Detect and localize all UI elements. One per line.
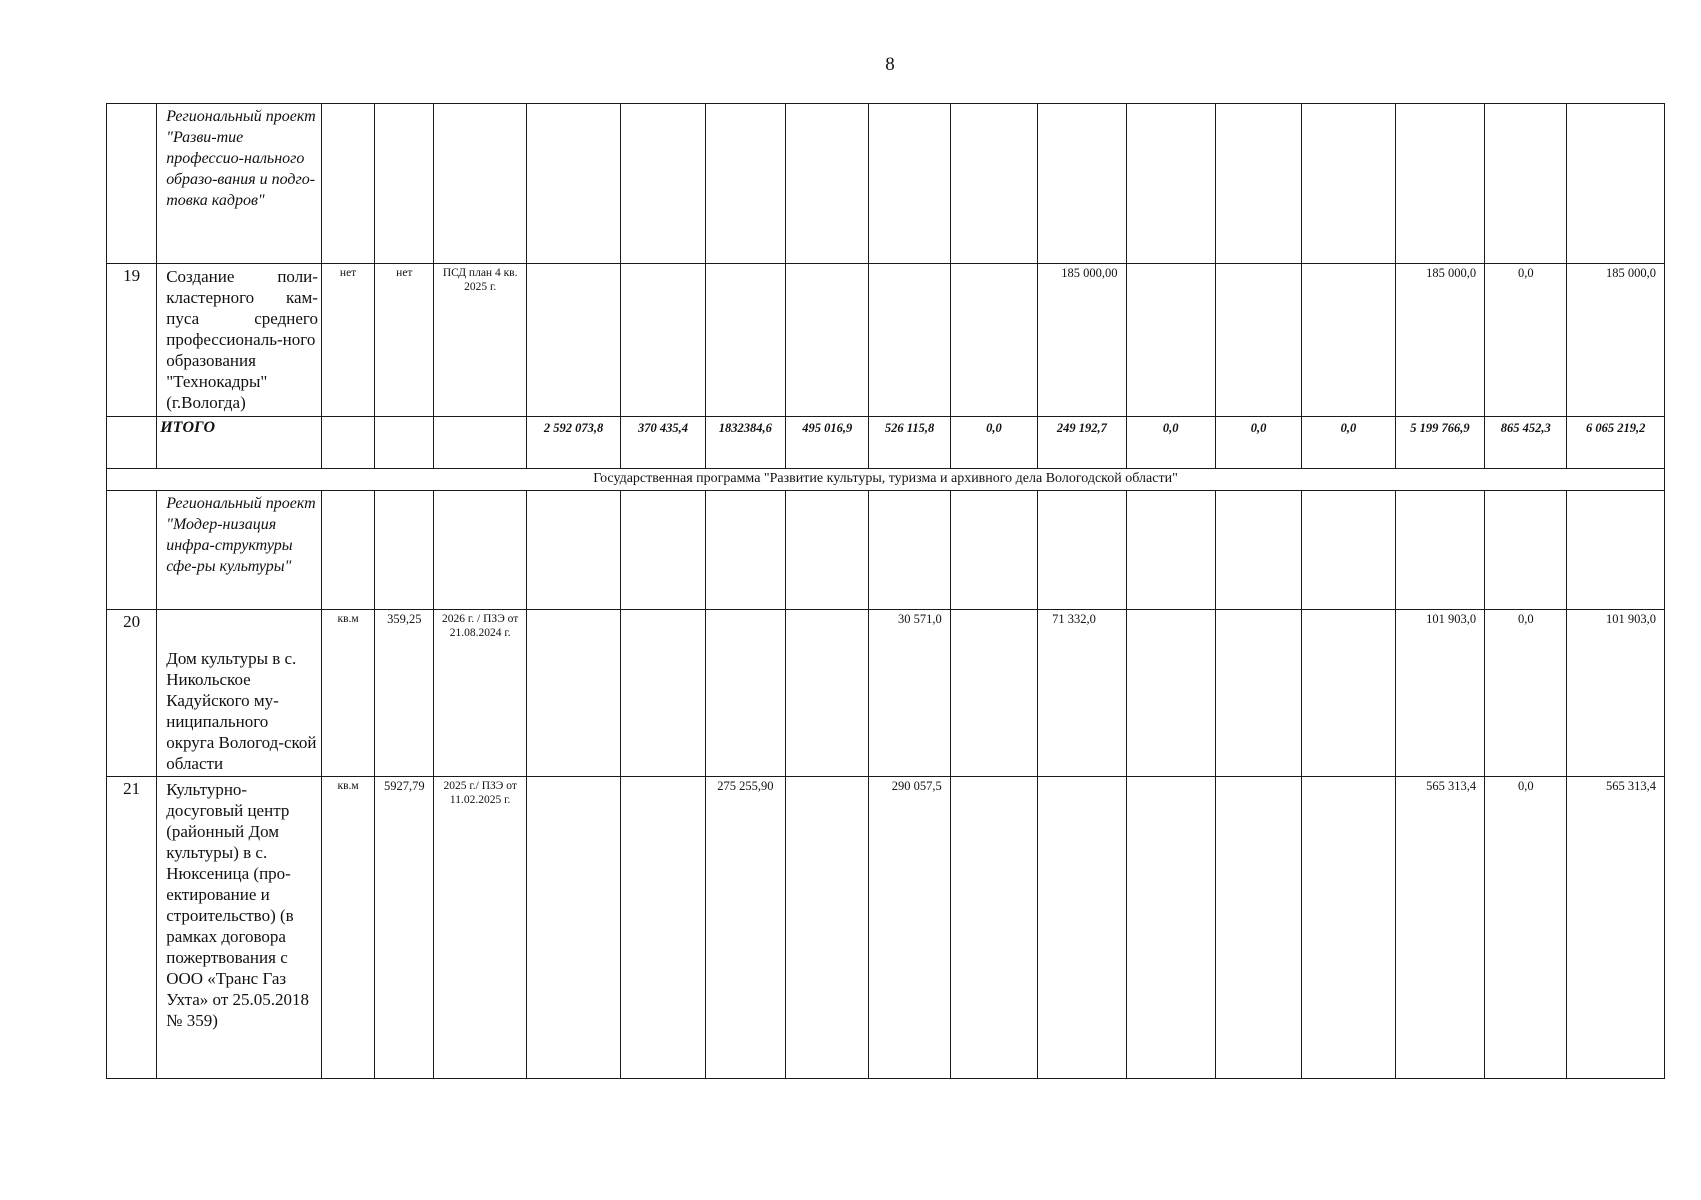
table-row-21 [107, 777, 1665, 1079]
total-all: 185 000,0 [1567, 264, 1665, 417]
value-cell: 290 057,5 [869, 777, 950, 1079]
page-number: 8 [885, 54, 895, 75]
row-number: 20 [107, 610, 157, 777]
docs-status: ПСД план 4 кв. 2025 г. [434, 264, 526, 417]
total-value: 5 199 766,9 [1395, 417, 1484, 469]
value-cell: 30 571,0 [869, 610, 950, 777]
total-federal: 0,0 [1485, 777, 1567, 1079]
capacity: 5927,79 [375, 777, 434, 1079]
regional-project-row-culture [107, 491, 1665, 610]
total-value: 0,0 [1302, 417, 1395, 469]
total-regional: 565 313,4 [1395, 777, 1484, 1079]
object-name: Дом культуры в с. Никольское Кадуйского му-ниципального округа Вологод-ской области [157, 610, 322, 777]
total-regional: 185 000,0 [1395, 264, 1484, 417]
value-cell: 275 255,90 [705, 777, 785, 1079]
total-value: 495 016,9 [786, 417, 869, 469]
unit: кв.м [321, 777, 374, 1079]
table-row-19 [107, 264, 1665, 417]
regional-project-row-education [107, 104, 1665, 264]
capacity: 359,25 [375, 610, 434, 777]
object-name: Создание поли-кластерного кам-пуса среднего профессиональ-ного образования "Технокадры" (г.Вологда) [157, 264, 322, 417]
total-federal: 0,0 [1485, 264, 1567, 417]
value-cell: 71 332,0 [1038, 610, 1126, 777]
row-number: 19 [107, 264, 157, 417]
total-value: 0,0 [1215, 417, 1301, 469]
docs-status: 2026 г. / ПЗЭ от 21.08.2024 г. [434, 610, 526, 777]
total-value: 2 592 073,8 [526, 417, 620, 469]
program-row-culture [107, 469, 1665, 491]
row-number: 21 [107, 777, 157, 1079]
total-all: 101 903,0 [1567, 610, 1665, 777]
value-cell: 185 000,00 [1038, 264, 1126, 417]
total-regional: 101 903,0 [1395, 610, 1484, 777]
total-value: 526 115,8 [869, 417, 950, 469]
total-value: 0,0 [950, 417, 1037, 469]
totals-row [107, 417, 1665, 469]
total-all: 565 313,4 [1567, 777, 1665, 1079]
unit: кв.м [321, 610, 374, 777]
total-value: 6 065 219,2 [1567, 417, 1665, 469]
capital-investments-table [106, 103, 1665, 1079]
total-value: 370 435,4 [621, 417, 705, 469]
regional-project-title: Региональный проект "Модер-низация инфра-структуры сфе-ры культуры" [157, 491, 322, 610]
regional-project-title: Региональный проект "Разви-тие профессио-нального образо-вания и подго-товка кадров" [157, 104, 322, 264]
num-cell-empty [107, 104, 157, 264]
table-row-20 [107, 610, 1665, 777]
program-title: Государственная программа "Развитие культуры, туризма и архивного дела Вологодской области" [107, 469, 1665, 491]
capacity: нет [375, 264, 434, 417]
total-value: 1832384,6 [705, 417, 785, 469]
totals-label: ИТОГО [157, 417, 322, 469]
total-value: 0,0 [1126, 417, 1215, 469]
total-value: 249 192,7 [1038, 417, 1126, 469]
total-federal: 0,0 [1485, 610, 1567, 777]
total-value: 865 452,3 [1485, 417, 1567, 469]
docs-status: 2025 г./ ПЗЭ от 11.02.2025 г. [434, 777, 526, 1079]
object-name: Культурно-досуговый центр (районный Дом культуры) в с. Нюксеница (про-ектирование и строительство) (в рамках договора пожертвования с ООО «Транс Газ Ухта» от 25.05.2018 № 359) [157, 777, 322, 1079]
unit: нет [321, 264, 374, 417]
